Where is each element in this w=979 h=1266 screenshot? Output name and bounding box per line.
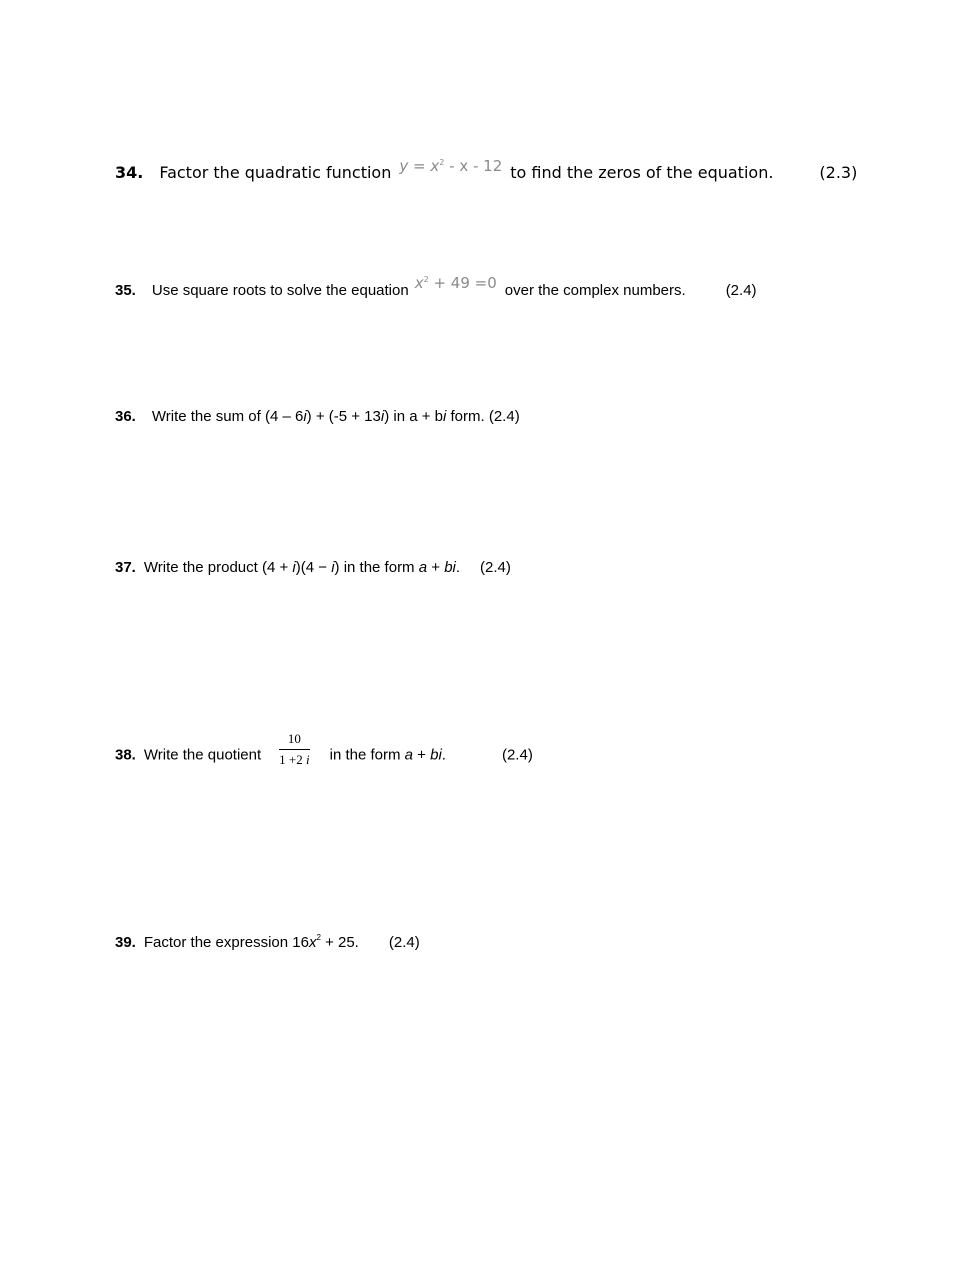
section-reference: (2.4) xyxy=(388,934,420,951)
problem-number: 35. xyxy=(115,282,136,299)
section-reference: (2.4) xyxy=(725,282,757,299)
problem-35 xyxy=(115,274,757,301)
problem-text-after: in the form a + bi. xyxy=(329,746,446,764)
fraction xyxy=(279,731,309,768)
problem-34 xyxy=(115,157,858,183)
problem-text: Write the quotient xyxy=(143,746,262,764)
problem-number: 37. xyxy=(115,559,136,576)
problem-text: Factor the quadratic function xyxy=(159,163,392,182)
problem-text-after: over the complex numbers. xyxy=(504,282,686,299)
fraction-numerator: 10 xyxy=(279,731,309,750)
problem-39 xyxy=(115,928,420,953)
problem-text: Write the sum of (4 – 6i) + (-5 + 13i) in a + bi form. (2.4) xyxy=(151,408,520,425)
problem-text: Factor the expression $16x^2 + 25$. xyxy=(143,933,359,951)
problem-36 xyxy=(115,407,520,427)
problem-number: 36. xyxy=(115,408,136,425)
section-reference: (2.4) xyxy=(501,746,533,764)
equation-image: $y = x^2 - x - 12$ xyxy=(399,157,503,175)
equation-image: $x^2 + 49 =0$ xyxy=(414,274,497,292)
fraction-denominator: 1 +2 i xyxy=(279,752,310,767)
problem-text: Write the product (4 + i)(4 − i) in the form a + bi. xyxy=(143,559,461,576)
problem-text-after: to find the zeros of the equation. xyxy=(510,163,774,182)
problem-number: 34. xyxy=(115,163,144,182)
problem-text: Use square roots to solve the equation xyxy=(151,282,409,299)
problem-number: 39. xyxy=(115,934,136,951)
problem-38 xyxy=(115,731,533,774)
problem-number: 38. xyxy=(115,746,136,764)
problem-37 xyxy=(115,558,511,578)
section-reference: (2.4) xyxy=(480,559,511,576)
section-reference: (2.3) xyxy=(819,163,858,182)
